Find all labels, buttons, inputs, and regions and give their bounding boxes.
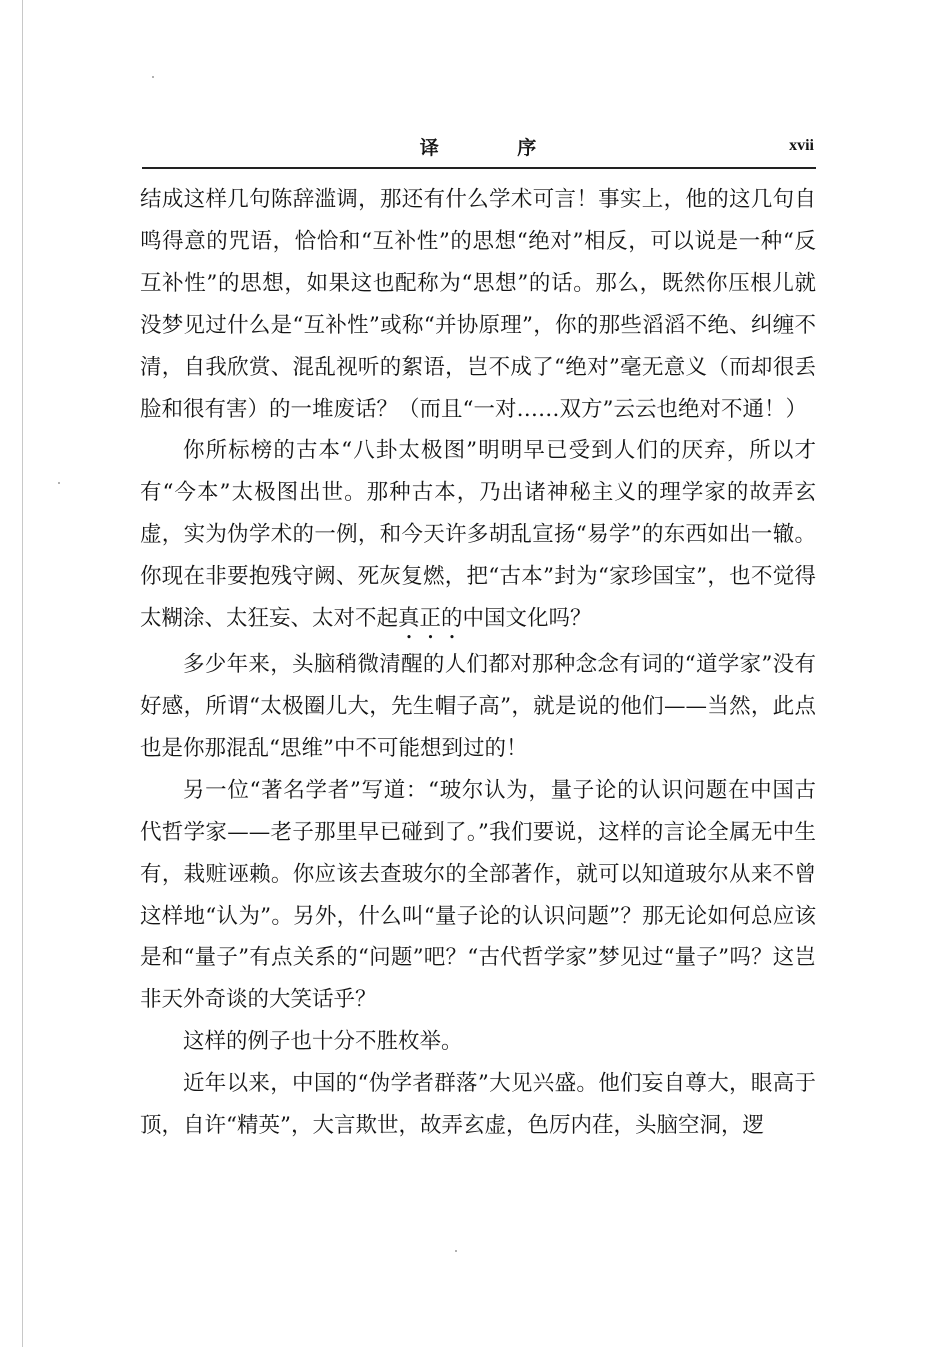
paragraph xyxy=(140,430,816,644)
paragraph: 结成这样几句陈辞滥调，那还有什么学术可言！事实上，他的这几句自鸣得意的咒语，恰恰和“互补性”的思想“绝对”相反，可以说是一种“反互补性”的思想，如果这也配称为“思想”的话。那么，既然你压根儿就没梦见过什么是“互补性”或称“并协原理”，你的那些滔滔不绝、纠缠不清，自我欣赏、混乱视听的絮语，岂不成了“绝对”毫无意义（而却很丢脸和很有害）的一堆废话？（而且“一对……双方”云云也绝对不通！） xyxy=(140,187,816,422)
body-text xyxy=(140,179,816,1147)
scan-speck xyxy=(58,482,60,484)
page-number: xvii xyxy=(789,137,814,154)
scan-speck xyxy=(152,76,154,78)
emphasized-text: 真正的 xyxy=(398,606,463,632)
paragraph: 另一位“著名学者”写道：“玻尔认为，量子论的认识问题在中国古代哲学家——老子那里早已碰到了。”我们要说，这样的言论全属无中生有，栽赃诬赖。你应该去查玻尔的全部著作，就可以知道玻尔从来不曾这样地“认为”。另外，什么叫“量子论的认识问题”？那无论如何总应该是和“量子”有点关系的“问题”吧？“古代哲学家”梦见过“量子”吗？这岂非天外奇谈的大笑话乎？ xyxy=(140,777,816,1013)
paragraph-text: 中国文化吗？ xyxy=(462,606,592,632)
header-rule xyxy=(142,167,816,169)
page-edge-line xyxy=(22,0,23,1347)
paragraph: 近年以来，中国的“伪学者群落”大见兴盛。他们妄自尊大，眼高于顶，自许“精英”，大言欺世，故弄玄虚，色厉内荏，头脑空洞，逻 xyxy=(140,1071,816,1139)
paragraph: 这样的例子也十分不胜枚举。 xyxy=(183,1029,463,1055)
paragraph: 多少年来，头脑稍微清醒的人们都对那种念念有词的“道学家”没有好感，所谓“太极圈儿大，先生帽子高”，就是说的他们——当然，此点也是你那混乱“思维”中不可能想到过的！ xyxy=(140,652,816,761)
scan-speck xyxy=(455,1250,457,1252)
header-title: 译 序 xyxy=(419,137,573,159)
running-header xyxy=(142,133,814,163)
paragraph-text: 你所标榜的古本“八卦太极图”明明早已受到人们的厌弃，所以才有“今本”太极图出世。那种古本，乃出诸神秘主义的理学家的故弄玄虚，实为伪学术的一例，和今天许多胡乱宣扬“易学”的东西如出一辙。你现在非要抱残守阙、死灰复燃，把“古本”封为“家珍国宝”，也不觉得太糊涂、太狂妄、太对不起 xyxy=(140,438,816,632)
